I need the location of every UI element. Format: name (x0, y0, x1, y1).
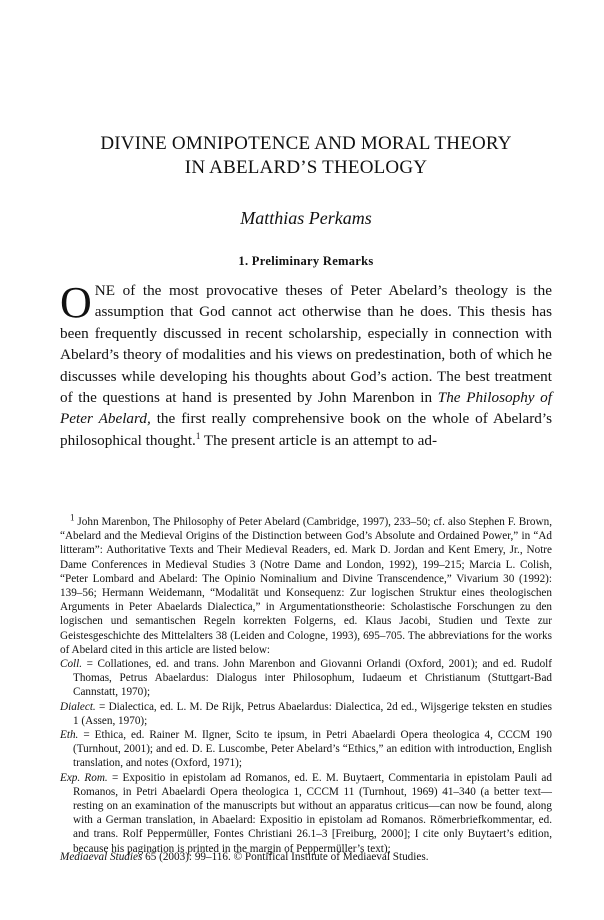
abbreviation-list (60, 657, 552, 856)
author-name: Matthias Perkams (240, 208, 372, 228)
body-text-2: the first really comprehensive book on the whole of Abelard’s philosophical thought. (60, 410, 552, 449)
drop-cap: O (60, 278, 92, 327)
abbreviation-key: Coll. (60, 658, 83, 671)
abbreviation-item (60, 771, 552, 856)
title-line-1: DIVINE OMNIPOTENCE AND MORAL THEORY (100, 133, 512, 154)
journal-details: 65 (2003): 99–116. © Pontifical Institute of Mediaeval Studies. (142, 851, 429, 863)
abbreviation-key: Dialect. (60, 700, 96, 713)
footnote-number: 1 (70, 512, 75, 523)
abbreviation-key: Exp. Rom. (60, 771, 108, 784)
journal-name: Mediaeval Studies (60, 851, 143, 863)
abbreviation-text: = Collationes, ed. and trans. John Marenbon and Giovanni Orlandi (Oxford, 2001); and ed. Rudolf Thomas, Petrus Abaelardus: Dialogus inter Philosophum, Iudaeum et Christianum (Stuttgart-Bad Cannstatt, 1970); (73, 658, 552, 699)
abbreviation-item (60, 728, 552, 771)
article-title (60, 132, 552, 180)
abbreviation-item (60, 657, 552, 700)
abbreviation-text: = Dialectica, ed. L. M. De Rijk, Petrus Abaelardus: Dialectica, 2d ed., Wijsgerige teksten en studies 1 (Assen, 1970); (73, 700, 552, 727)
footnote-ref[interactable]: 1 (195, 430, 201, 441)
journal-citation (60, 851, 552, 863)
footnotes (60, 512, 552, 856)
abbreviation-text: = Expositio in epistolam ad Romanos, ed. E. M. Buytaert, Commentaria in epistolam Pauli ad Romanos, in Petri Abaelardi Opera theologica 1, CCCM 11 (Turnhout, 1969) 41–340 (a better text—resting on an examination of the manuscripts but without an apparatus criticus—can now be found, along with a German translation, in Abaelard: Expositio in epistolam ad Romanos. Römerbriefkommentar, ed. and trans. Rolf Peppermüller, Fontes Christiani 26.1–3 [Freiburg, 2000]; I cite only Buytaert’s edition, because his pagination is printed in the margin of Peppermüller’s text); (73, 771, 552, 855)
abbreviation-text: = Ethica, ed. Rainer M. Ilgner, Scito te ipsum, in Petri Abaelardi Opera theologica 4, CCCM 190 (Turnhout, 2001); and ed. D. E. Luscombe, Peter Abelard’s “Ethics,” an edition with introduction, English translation, and notes (Oxford, 1971); (73, 729, 552, 770)
footnote-text: John Marenbon, The Philosophy of Peter Abelard (Cambridge, 1997), 233–50; cf. also Stephen F. Brown, “Abelard and the Medieval Origins of the Distinction between God’s Absolute and Ordained Power,” in “Ad litteram”: Authoritative Texts and Their Medieval Readers, ed. Mark D. Jordan and Kent Emery, Jr., Notre Dame Conferences in Medieval Studies 3 (Notre Dame and London, 1992), 199–215; Marcia L. Colish, “Peter Lombard and Abelard: The Opinio Nominalium and Divine Transcendence,” Vivarium 30 (1992): 139–56; Hermann Weidemann, “Modalität und Konsequenz: Zur logischen Struktur eines theologischen Arguments in Peter Abaelards Dialectica,” in Argumentationstheorie: Scholastische Forschungen zu den logischen und semantischen Regeln korrekten Folgerns, ed. Klaus Jacobi, Studien und Texte zur Geistesgeschichte des Mittelalters 38 (Leiden and Cologne, 1993), 695–705. The abbreviations for the works of Abelard cited in this article are listed below: (60, 516, 552, 656)
abbreviation-key: Eth. (60, 729, 79, 742)
book-title: The Philosophy of Peter Abelard, (60, 389, 552, 428)
abbreviation-item (60, 700, 552, 728)
body-text-1: of the most provocative theses of Peter Abelard’s theology is the assumption that God cannot act otherwise than he does. This thesis has been frequently discussed in recent scholarship, especially in connection with Abelard’s theory of modalities and his views on predestination, both of which he discusses while developing his thoughts about God’s action. The best treatment of the questions at hand is presented by John Marenbon in (60, 282, 552, 407)
body-text-3: The present article is an attempt to ad- (200, 431, 438, 449)
title-line-2: IN ABELARD’S THEOLOGY (184, 157, 428, 178)
body-paragraph (60, 280, 552, 451)
footnote-1 (60, 512, 552, 657)
lead-caps: NE (94, 282, 116, 299)
section-heading: 1. Preliminary Remarks (238, 254, 374, 268)
